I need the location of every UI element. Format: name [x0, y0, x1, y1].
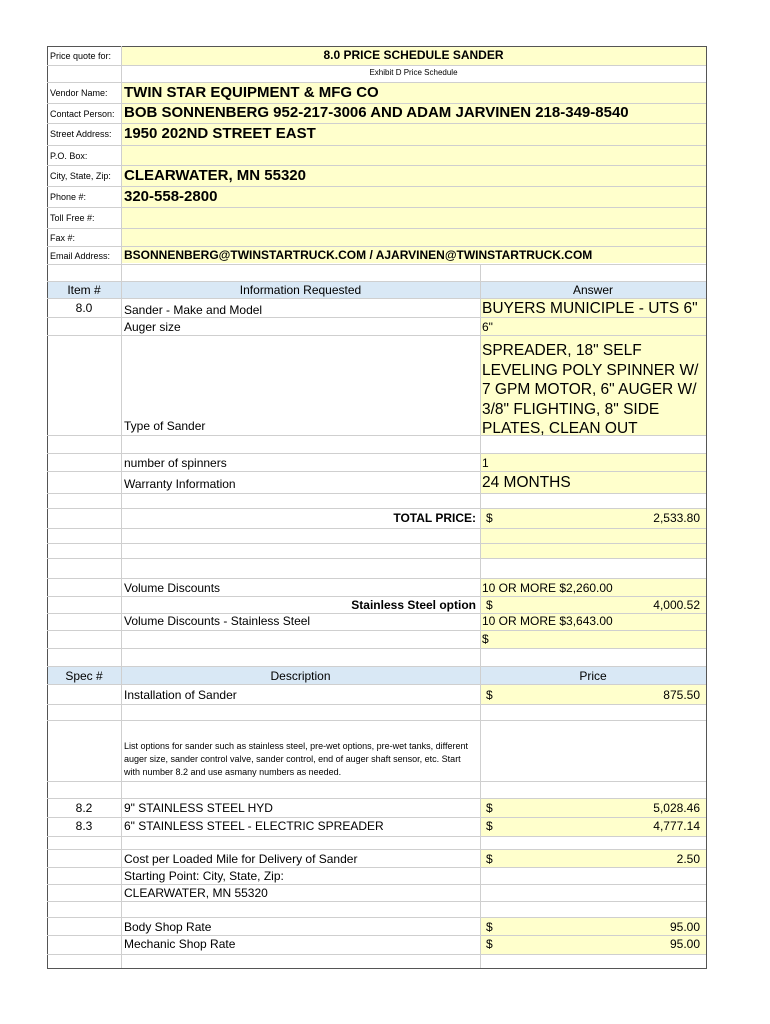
delivery-cost-currency: $: [486, 852, 493, 866]
auger-size-label: Auger size: [124, 320, 181, 334]
installation-currency: $: [486, 688, 493, 702]
po-box-label: P.O. Box:: [50, 151, 88, 161]
starting-point-value[interactable]: CLEARWATER, MN 55320: [124, 886, 268, 900]
spec-number: 8.3: [75, 819, 93, 833]
delivery-cost-label: Cost per Loaded Mile for Delivery of Sander: [124, 852, 358, 866]
total-price-value[interactable]: 2,533.80: [653, 511, 700, 525]
spinners-label: number of spinners: [124, 456, 227, 470]
toll-free-label: Toll Free #:: [50, 213, 95, 223]
warranty-value[interactable]: 24 MONTHS: [482, 474, 571, 491]
volume-discounts-label: Volume Discounts: [124, 581, 221, 595]
spec-description: 6" STAINLESS STEEL - ELECTRIC SPREADER: [124, 819, 384, 833]
spec-price[interactable]: 4,777.14: [653, 819, 700, 833]
phone-value[interactable]: 320-558-2800: [124, 188, 218, 205]
installation-price[interactable]: 875.50: [663, 688, 700, 702]
col-header-spec: Spec #: [65, 669, 103, 683]
exhibit-subtitle: Exhibit D Price Schedule: [369, 68, 458, 77]
vendor-name-label: Vendor Name:: [50, 88, 108, 98]
street-address-value[interactable]: 1950 202ND STREET EAST: [124, 125, 316, 142]
delivery-cost-value[interactable]: 2.50: [676, 852, 700, 866]
volume-discounts-ss-value[interactable]: 10 OR MORE $3,643.00: [482, 614, 613, 628]
options-instructions: List options for sander such as stainless steel, pre-wet options, pre-wet tanks, different auger size, sander control valve, sander control, end of auger shaft sensor, etc. Start with number 8.2 and use asmany numbers as needed.: [124, 741, 469, 777]
body-shop-rate-currency: $: [486, 920, 493, 934]
body-shop-rate-label: Body Shop Rate: [124, 920, 212, 934]
spec-currency: $: [486, 801, 493, 815]
type-of-sander-label: Type of Sander: [124, 419, 206, 433]
total-price-label: TOTAL PRICE:: [393, 511, 476, 525]
col-header-item: Item #: [67, 283, 101, 297]
vendor-name-value[interactable]: TWIN STAR EQUIPMENT & MFG CO: [124, 84, 379, 101]
spec-number: 8.2: [75, 801, 93, 815]
contact-person-label: Contact Person:: [50, 109, 115, 119]
spinners-value[interactable]: 1: [482, 456, 489, 470]
spec-price[interactable]: 5,028.46: [653, 801, 700, 815]
email-label: Email Address:: [50, 251, 111, 261]
make-model-label: Sander - Make and Model: [124, 303, 263, 317]
spec-currency: $: [486, 819, 493, 833]
city-state-zip-label: City, State, Zip:: [50, 171, 111, 181]
mechanic-shop-rate-label: Mechanic Shop Rate: [124, 937, 236, 951]
item-number: 8.0: [75, 301, 93, 315]
volume-discounts-value[interactable]: 10 OR MORE $2,260.00: [482, 581, 613, 595]
type-of-sander-value[interactable]: SPREADER, 18" SELF LEVELING POLY SPINNER W/ 7 GPM MOTOR, 6" AUGER W/ 3/8" FLIGHTING, 8" SIDE PLATES, CLEAN OUT: [482, 342, 699, 438]
col-header-price: Price: [579, 669, 607, 683]
city-state-zip-value[interactable]: CLEARWATER, MN 55320: [124, 167, 306, 184]
make-model-value[interactable]: BUYERS MUNICIPLE - UTS 6": [482, 300, 698, 317]
total-price-currency: $: [486, 511, 493, 525]
blank-currency[interactable]: $: [482, 632, 489, 646]
warranty-label: Warranty Information: [124, 477, 236, 491]
auger-size-value[interactable]: 6": [482, 320, 493, 334]
body-shop-rate-value[interactable]: 95.00: [669, 920, 700, 934]
street-address-label: Street Address:: [50, 129, 112, 139]
starting-point-label: Starting Point: City, State, Zip:: [124, 869, 284, 883]
stainless-option-label: Stainless Steel option: [351, 598, 476, 612]
price-quote-label: Price quote for:: [50, 51, 112, 61]
installation-label: Installation of Sander: [124, 688, 237, 702]
stainless-option-value[interactable]: 4,000.52: [653, 598, 700, 612]
col-header-description: Description: [270, 669, 331, 683]
volume-discounts-ss-label: Volume Discounts - Stainless Steel: [124, 614, 311, 628]
stainless-option-currency: $: [486, 598, 493, 612]
contact-person-value[interactable]: BOB SONNENBERG 952-217-3006 AND ADAM JARVINEN 218-349-8540: [124, 104, 629, 121]
fax-label: Fax #:: [50, 233, 76, 243]
phone-label: Phone #:: [50, 192, 87, 202]
spec-description: 9" STAINLESS STEEL HYD: [124, 801, 273, 815]
page-title: 8.0 PRICE SCHEDULE SANDER: [323, 48, 504, 62]
mechanic-shop-rate-currency: $: [486, 937, 493, 951]
col-header-answer: Answer: [572, 283, 613, 297]
email-value[interactable]: BSONNENBERG@TWINSTARTRUCK.COM / AJARVINEN@TWINSTARTRUCK.COM: [124, 248, 593, 262]
col-header-info: Information Requested: [239, 283, 362, 297]
mechanic-shop-rate-value[interactable]: 95.00: [669, 937, 700, 951]
